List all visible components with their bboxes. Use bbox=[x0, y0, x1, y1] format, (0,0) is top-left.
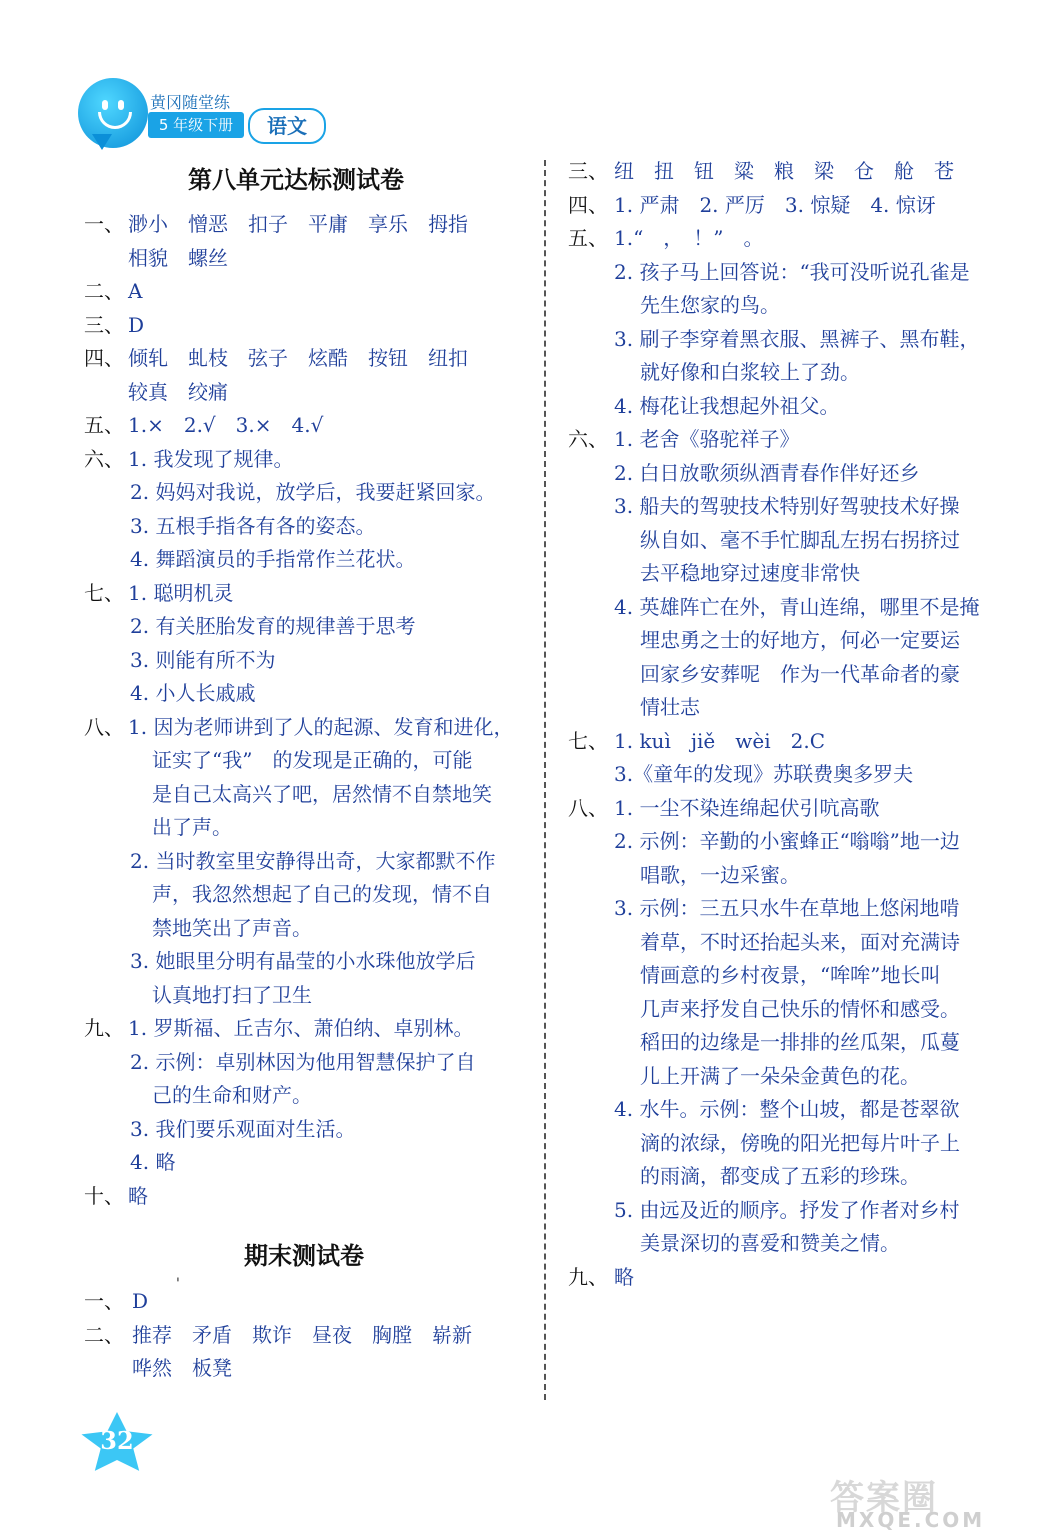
answer-text: 4. 英雄阵亡在外，青山连绵，哪里不是掩 bbox=[614, 594, 980, 619]
answer-line bbox=[84, 510, 534, 544]
answer-line bbox=[568, 1194, 1028, 1228]
final-answer-list bbox=[84, 1285, 534, 1386]
answer-line bbox=[84, 1319, 534, 1353]
answer-text: 纵自如、毫不手忙脚乱左拐右拐挤过 bbox=[640, 527, 960, 552]
answer-line bbox=[84, 476, 534, 510]
answer-text: 2. 孩子马上回答说：“我可没听说孔雀是 bbox=[614, 259, 970, 284]
answer-line bbox=[568, 691, 1028, 725]
answer-text: 4. 略 bbox=[130, 1150, 176, 1174]
answer-line bbox=[84, 1146, 534, 1180]
answer-text: 2. 有关胚胎发育的规律善于思考 bbox=[130, 614, 416, 638]
answer-line bbox=[568, 356, 1028, 390]
answer-text: 回家乡安葬呢 作为一代革命者的豪 bbox=[640, 661, 960, 686]
answer-line bbox=[568, 289, 1028, 323]
answer-line bbox=[568, 490, 1028, 524]
answer-line bbox=[568, 624, 1028, 658]
answer-text: 略 bbox=[128, 1183, 148, 1208]
logo-eye-icon bbox=[102, 100, 108, 110]
answer-text: 5. 由远及近的顺序。抒发了作者对乡村 bbox=[614, 1197, 960, 1222]
question-number: 五、 bbox=[84, 413, 124, 437]
question-number: 一、 bbox=[84, 1289, 124, 1313]
answer-text: 2. 当时教室里安静得出奇，大家都默不作 bbox=[130, 848, 496, 873]
answer-line bbox=[84, 577, 534, 611]
answer-line bbox=[568, 926, 1028, 960]
column-divider bbox=[544, 160, 546, 1400]
answer-line bbox=[568, 189, 1028, 223]
answer-text: 1. 罗斯福、丘吉尔、萧伯纳、卓别林。 bbox=[128, 1016, 474, 1040]
answer-line bbox=[568, 1127, 1028, 1161]
answer-text: 己的生命和财产。 bbox=[152, 1083, 312, 1107]
answer-line bbox=[84, 845, 534, 879]
answer-line bbox=[568, 323, 1028, 357]
left-answer-list bbox=[84, 208, 534, 1213]
answer-text: D bbox=[128, 312, 145, 337]
answer-line bbox=[84, 1180, 534, 1214]
answer-line bbox=[568, 390, 1028, 424]
answer-text: 推荐 矛盾 欺诈 昼夜 胸膛 崭新 bbox=[132, 1322, 472, 1347]
answer-text: 证实了“我” 的发现是正确的，可能 bbox=[152, 748, 473, 772]
watermark-logo: 答案圈 bbox=[830, 1478, 938, 1518]
answer-text: 1. 老舍《骆驼祥子》 bbox=[614, 427, 800, 451]
page-number: 32 bbox=[100, 1426, 134, 1455]
answer-text: 渺小 憎恶 扣子 平庸 享乐 拇指 bbox=[128, 212, 468, 236]
answer-line bbox=[84, 945, 534, 979]
answer-text: 3. 五根手指各有各的姿态。 bbox=[130, 513, 376, 538]
logo-tail-icon bbox=[92, 134, 112, 150]
answer-text: 3. 示例：三五只水牛在草地上悠闲地啃 bbox=[614, 896, 960, 920]
answer-line bbox=[568, 959, 1028, 993]
answer-text: 3. 船夫的驾驶技术特别好驾驶技术好操 bbox=[614, 494, 960, 518]
answer-text: 2. 妈妈对我说，放学后，我要赶紧回家。 bbox=[130, 480, 496, 504]
answer-line bbox=[568, 892, 1028, 926]
answer-line bbox=[568, 825, 1028, 859]
answer-text: A bbox=[128, 279, 143, 303]
answer-line bbox=[84, 1285, 534, 1319]
answer-text: 几声来抒发自己快乐的情怀和感受。 bbox=[640, 996, 960, 1021]
answer-text: 出了声。 bbox=[152, 815, 232, 839]
question-number: 三、 bbox=[84, 312, 124, 337]
answer-text: 儿上开满了一朵朵金黄色的花。 bbox=[640, 1063, 920, 1088]
answer-text: 认真地打扫了卫生 bbox=[152, 982, 312, 1007]
page-number-badge bbox=[80, 1412, 154, 1476]
answer-line bbox=[84, 644, 534, 678]
answer-text: 4. 舞蹈演员的手指常作兰花状。 bbox=[130, 547, 416, 571]
question-number: 五、 bbox=[568, 226, 608, 250]
smiley-logo-icon bbox=[78, 78, 148, 148]
answer-line bbox=[84, 1046, 534, 1080]
answer-line bbox=[568, 993, 1028, 1027]
question-number: 一、 bbox=[84, 212, 124, 236]
answer-text: 1. 一尘不染连绵起伏引吭高歌 bbox=[614, 795, 880, 820]
answer-line bbox=[568, 1060, 1028, 1094]
answer-line bbox=[568, 423, 1028, 457]
answer-text: 就好像和白浆较上了劲。 bbox=[640, 360, 860, 384]
answer-text: 纽 扭 钮 粱 粮 梁 仓 舱 苍 bbox=[614, 159, 954, 183]
question-number: 七、 bbox=[568, 728, 608, 753]
question-number: 九、 bbox=[568, 1264, 608, 1289]
answer-line bbox=[84, 878, 534, 912]
answer-text: 较真 绞痛 bbox=[128, 379, 228, 404]
answer-line bbox=[84, 711, 534, 745]
watermark-url: MXQE.COM bbox=[836, 1508, 986, 1532]
answer-text: 情画意的乡村夜景，“哞哞”地长叫 bbox=[640, 963, 941, 987]
question-number: 六、 bbox=[84, 446, 124, 471]
answer-text: 1.× 2.√ 3.× 4.√ bbox=[128, 413, 324, 437]
answer-line bbox=[84, 912, 534, 946]
brand-name: 黄冈随堂练 bbox=[150, 93, 231, 112]
answer-line bbox=[568, 457, 1028, 491]
answer-text: 3.《童年的发现》苏联费奥多罗夫 bbox=[614, 762, 914, 786]
answer-line bbox=[84, 677, 534, 711]
answer-line bbox=[568, 859, 1028, 893]
answer-line bbox=[568, 591, 1028, 625]
answer-line bbox=[84, 443, 534, 477]
answer-line bbox=[568, 557, 1028, 591]
answer-line bbox=[568, 1160, 1028, 1194]
answer-text: 3. 则能有所不为 bbox=[130, 647, 276, 672]
answer-text: 的雨滴，都变成了五彩的珍珠。 bbox=[640, 1164, 920, 1188]
question-number: 四、 bbox=[568, 192, 608, 217]
answer-text: 哗然 板凳 bbox=[132, 1356, 232, 1380]
answer-line bbox=[84, 1012, 534, 1046]
answer-text: 去平稳地穿过速度非常快 bbox=[640, 561, 860, 585]
question-number: 七、 bbox=[84, 580, 124, 605]
answer-text: 略 bbox=[614, 1264, 634, 1289]
question-number: 二、 bbox=[84, 279, 124, 303]
answer-line bbox=[84, 275, 534, 309]
answer-line bbox=[568, 758, 1028, 792]
answer-text: 2. 示例：辛勤的小蜜蜂正“嗡嗡”地一边 bbox=[614, 829, 960, 853]
answer-text: 1.“ ， ！” 。 bbox=[614, 226, 764, 250]
answer-text: 情壮志 bbox=[640, 695, 700, 719]
answer-text: 1. 我发现了规律。 bbox=[128, 446, 294, 471]
answer-text: 3. 刷子李穿着黑衣服、黑裤子、黑布鞋， bbox=[614, 326, 980, 351]
right-answer-list bbox=[568, 155, 1028, 1294]
question-number: 三、 bbox=[568, 159, 608, 183]
answer-line bbox=[568, 1093, 1028, 1127]
answer-line bbox=[568, 222, 1028, 256]
answer-text: 倾轧 虬枝 弦子 炫酷 按钮 纽扣 bbox=[128, 346, 468, 370]
question-number: 十、 bbox=[84, 1183, 124, 1208]
answer-line bbox=[84, 778, 534, 812]
answer-line bbox=[84, 1113, 534, 1147]
answer-text: 1. 严肃 2. 严厉 3. 惊疑 4. 惊讶 bbox=[614, 192, 936, 217]
question-number: 六、 bbox=[568, 427, 608, 451]
answer-text: 着草，不时还抬起头来，面对充满诗 bbox=[640, 929, 960, 954]
answer-line bbox=[84, 208, 534, 242]
answer-line bbox=[84, 811, 534, 845]
answer-text: 2. 白日放歌须纵酒青春作伴好还乡 bbox=[614, 460, 920, 485]
answer-text: 4. 梅花让我想起外祖父。 bbox=[614, 393, 840, 418]
logo-smile-icon bbox=[98, 112, 132, 129]
answer-line bbox=[568, 658, 1028, 692]
answer-text: 埋忠勇之士的好地方，何必一定要运 bbox=[640, 628, 960, 652]
answer-line bbox=[568, 1227, 1028, 1261]
answer-text: 禁地笑出了声音。 bbox=[152, 915, 312, 940]
answer-text: 1. 聪明机灵 bbox=[128, 580, 234, 605]
answer-text: 3. 她眼里分明有晶莹的小水珠他放学后 bbox=[130, 949, 476, 973]
answer-line bbox=[568, 1261, 1028, 1295]
answer-text: 4. 小人长戚戚 bbox=[130, 681, 256, 705]
question-number: 八、 bbox=[568, 795, 608, 820]
answer-line bbox=[84, 376, 534, 410]
answer-text: 声，我忽然想起了自己的发现，情不自 bbox=[152, 882, 492, 906]
answer-text: 美景深切的喜爱和赞美之情。 bbox=[640, 1231, 900, 1255]
answer-line bbox=[568, 524, 1028, 558]
answer-text: 2. 示例：卓别林因为他用智慧保护了自 bbox=[130, 1049, 476, 1074]
question-number: 八、 bbox=[84, 714, 124, 739]
answer-text: 1. 因为老师讲到了人的起源、发育和进化， bbox=[128, 714, 514, 739]
grade-label: 5 年级下册 bbox=[148, 112, 244, 138]
answer-line bbox=[84, 409, 534, 443]
answer-line bbox=[84, 309, 534, 343]
stray-mark: ' bbox=[176, 1276, 180, 1292]
answer-text: 稻田的边缘是一排排的丝瓜架，瓜蔓 bbox=[640, 1030, 960, 1054]
answer-text: 4. 水牛。示例：整个山坡，都是苍翠欲 bbox=[614, 1097, 960, 1121]
answer-line bbox=[84, 1079, 534, 1113]
answer-line bbox=[84, 979, 534, 1013]
answer-text: 相貌 螺丝 bbox=[128, 245, 228, 270]
question-number: 二、 bbox=[84, 1322, 124, 1347]
answer-line bbox=[568, 725, 1028, 759]
answer-text: 先生您家的鸟。 bbox=[640, 293, 780, 317]
answer-line bbox=[84, 1352, 534, 1386]
answer-line bbox=[84, 242, 534, 276]
answer-line bbox=[84, 543, 534, 577]
question-number: 四、 bbox=[84, 346, 124, 370]
section-title-unit8: 第八单元达标测试卷 bbox=[188, 165, 404, 194]
answer-line bbox=[84, 744, 534, 778]
answer-line bbox=[84, 610, 534, 644]
logo-eye-icon bbox=[118, 100, 124, 110]
answer-line bbox=[568, 155, 1028, 189]
answer-line bbox=[84, 342, 534, 376]
answer-text: D bbox=[132, 1289, 149, 1313]
answer-line bbox=[568, 256, 1028, 290]
answer-text: 滴的浓绿，傍晚的阳光把每片叶子上 bbox=[640, 1130, 960, 1155]
answer-line bbox=[568, 792, 1028, 826]
answer-text: 唱歌，一边采蜜。 bbox=[640, 862, 800, 887]
answer-text: 1. kuì jiě wèi 2.C bbox=[614, 728, 826, 753]
answer-line bbox=[568, 1026, 1028, 1060]
answer-text: 是自己太高兴了吧，居然情不自禁地笑 bbox=[152, 781, 492, 806]
section-title-final: 期末测试卷 bbox=[244, 1241, 364, 1270]
answer-text: 3. 我们要乐观面对生活。 bbox=[130, 1116, 356, 1141]
question-number: 九、 bbox=[84, 1016, 124, 1040]
subject-label: 语文 bbox=[248, 108, 326, 144]
